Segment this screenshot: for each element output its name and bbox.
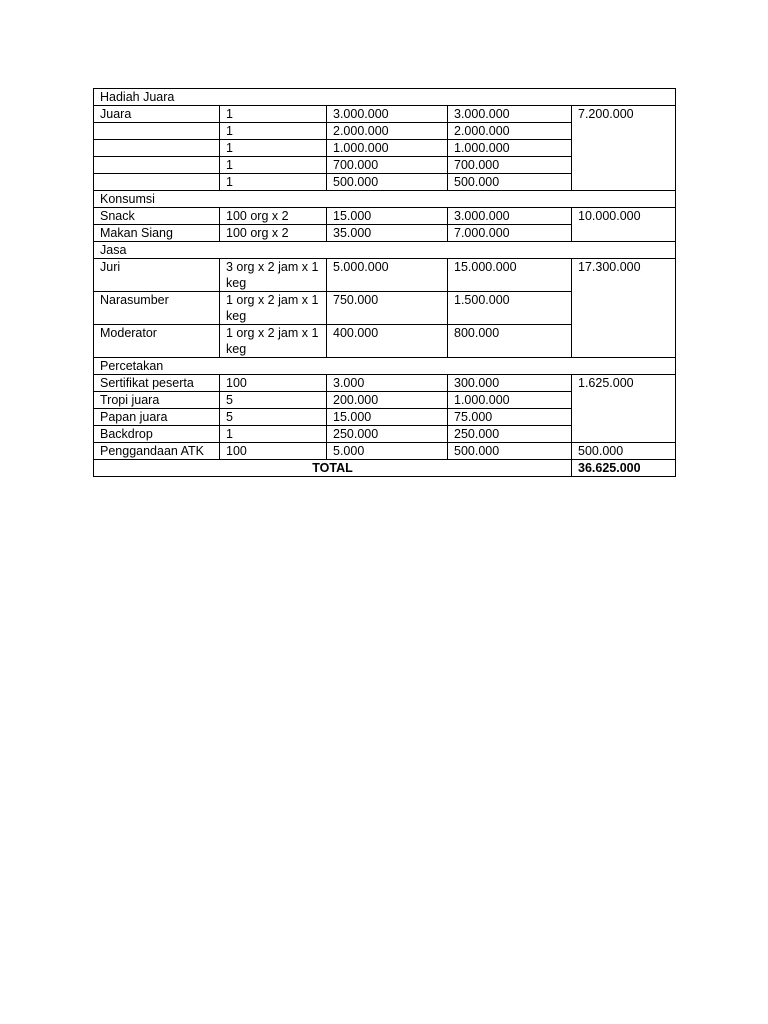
amount-cell: 75.000 — [448, 409, 572, 426]
amount-cell: 250.000 — [448, 426, 572, 443]
item-cell: Papan juara — [94, 409, 220, 426]
quantity-cell: 5 — [220, 409, 327, 426]
item-cell — [94, 157, 220, 174]
section-title: Percetakan — [94, 358, 676, 375]
table-row — [94, 208, 676, 225]
item-cell: Penggandaan ATK — [94, 443, 220, 460]
section-title: Jasa — [94, 242, 676, 259]
quantity-cell: 1 org x 2 jam x 1 keg — [220, 292, 327, 325]
amount-cell: 2.000.000 — [448, 123, 572, 140]
unit-price-cell: 2.000.000 — [327, 123, 448, 140]
quantity-cell: 1 — [220, 174, 327, 191]
item-cell: Moderator — [94, 325, 220, 358]
quantity-cell: 100 — [220, 443, 327, 460]
section-header-row — [94, 242, 676, 259]
quantity-cell: 100 org x 2 — [220, 208, 327, 225]
budget-table — [93, 88, 676, 477]
quantity-cell: 1 — [220, 140, 327, 157]
subtotal-cell: 17.300.000 — [572, 259, 676, 358]
amount-cell: 800.000 — [448, 325, 572, 358]
amount-cell: 3.000.000 — [448, 208, 572, 225]
table-row — [94, 443, 676, 460]
item-cell — [94, 123, 220, 140]
item-cell: Makan Siang — [94, 225, 220, 242]
section-title: Hadiah Juara — [94, 89, 676, 106]
total-label: TOTAL — [94, 460, 572, 477]
amount-cell: 1.000.000 — [448, 392, 572, 409]
item-cell — [94, 174, 220, 191]
subtotal-cell: 500.000 — [572, 443, 676, 460]
unit-price-cell: 35.000 — [327, 225, 448, 242]
table-row — [94, 259, 676, 292]
section-title: Konsumsi — [94, 191, 676, 208]
section-header-row — [94, 89, 676, 106]
item-cell: Snack — [94, 208, 220, 225]
unit-price-cell: 5.000 — [327, 443, 448, 460]
quantity-cell: 1 org x 2 jam x 1 keg — [220, 325, 327, 358]
table-row — [94, 375, 676, 392]
item-cell — [94, 140, 220, 157]
unit-price-cell: 250.000 — [327, 426, 448, 443]
total-row — [94, 460, 676, 477]
quantity-cell: 100 — [220, 375, 327, 392]
amount-cell: 15.000.000 — [448, 259, 572, 292]
unit-price-cell: 500.000 — [327, 174, 448, 191]
amount-cell: 7.000.000 — [448, 225, 572, 242]
quantity-cell: 5 — [220, 392, 327, 409]
table-row — [94, 106, 676, 123]
amount-cell: 500.000 — [448, 443, 572, 460]
unit-price-cell: 15.000 — [327, 208, 448, 225]
unit-price-cell: 3.000.000 — [327, 106, 448, 123]
unit-price-cell: 5.000.000 — [327, 259, 448, 292]
unit-price-cell: 700.000 — [327, 157, 448, 174]
amount-cell: 700.000 — [448, 157, 572, 174]
subtotal-cell: 7.200.000 — [572, 106, 676, 191]
item-cell: Tropi juara — [94, 392, 220, 409]
amount-cell: 1.000.000 — [448, 140, 572, 157]
section-header-row — [94, 358, 676, 375]
quantity-cell: 100 org x 2 — [220, 225, 327, 242]
section-header-row — [94, 191, 676, 208]
item-cell: Sertifikat peserta — [94, 375, 220, 392]
item-cell: Juri — [94, 259, 220, 292]
unit-price-cell: 200.000 — [327, 392, 448, 409]
total-value: 36.625.000 — [572, 460, 676, 477]
subtotal-cell: 1.625.000 — [572, 375, 676, 443]
amount-cell: 3.000.000 — [448, 106, 572, 123]
quantity-cell: 1 — [220, 106, 327, 123]
budget-table-body — [94, 89, 676, 477]
amount-cell: 500.000 — [448, 174, 572, 191]
amount-cell: 300.000 — [448, 375, 572, 392]
quantity-cell: 1 — [220, 426, 327, 443]
item-cell: Narasumber — [94, 292, 220, 325]
subtotal-cell: 10.000.000 — [572, 208, 676, 242]
quantity-cell: 1 — [220, 157, 327, 174]
item-cell: Juara — [94, 106, 220, 123]
unit-price-cell: 1.000.000 — [327, 140, 448, 157]
unit-price-cell: 15.000 — [327, 409, 448, 426]
unit-price-cell: 750.000 — [327, 292, 448, 325]
unit-price-cell: 400.000 — [327, 325, 448, 358]
quantity-cell: 3 org x 2 jam x 1 keg — [220, 259, 327, 292]
item-cell: Backdrop — [94, 426, 220, 443]
quantity-cell: 1 — [220, 123, 327, 140]
unit-price-cell: 3.000 — [327, 375, 448, 392]
amount-cell: 1.500.000 — [448, 292, 572, 325]
